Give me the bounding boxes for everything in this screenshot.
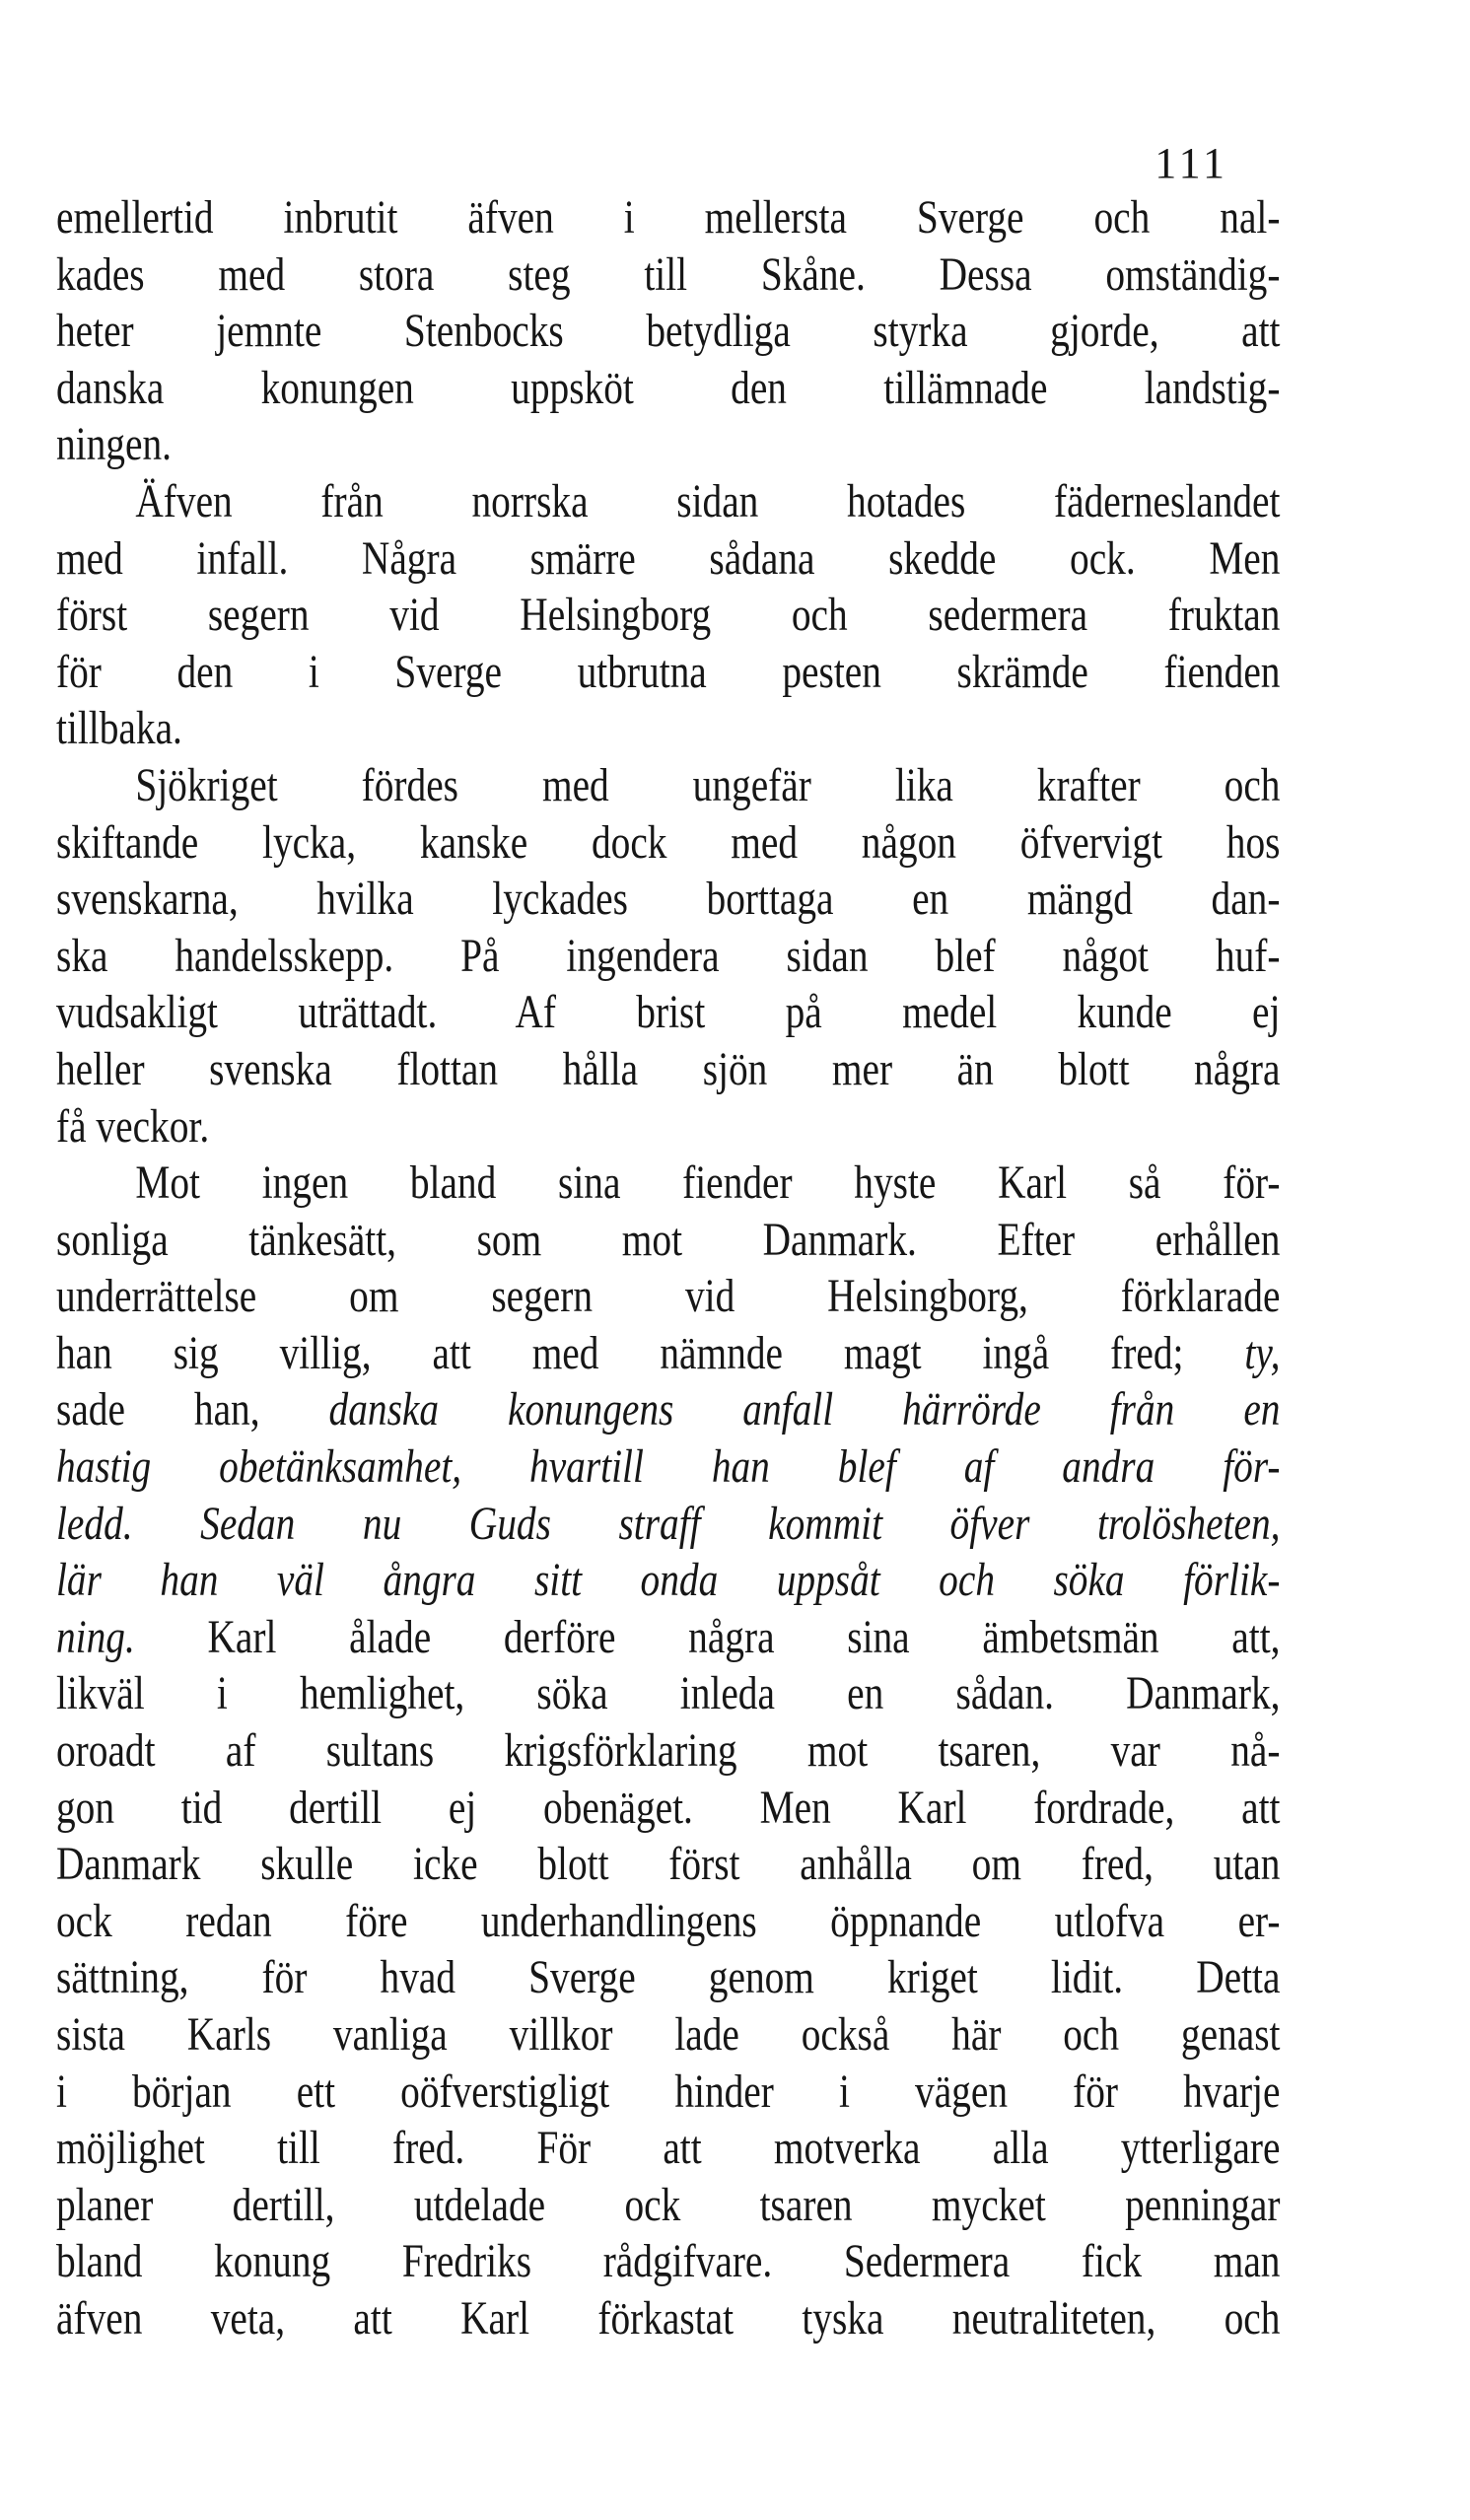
- text-segment: heter jemnte Stenbocks betydliga styrka gjorde, att: [56, 305, 1281, 358]
- text-line: [56, 1098, 1280, 1155]
- text-line: [56, 1268, 1280, 1325]
- text-segment: underrättelse om segern vid Helsingborg, förklarade: [56, 1270, 1281, 1323]
- text-line: [56, 2120, 1280, 2177]
- text-segment: ock redan före underhandlingens öppnande utlofva er-: [56, 1894, 1281, 1947]
- italic-text: hastig obetänksamhet, hvartill han blef af andra för-: [56, 1440, 1281, 1494]
- text-line: [56, 1381, 1280, 1438]
- text-line: [56, 928, 1280, 985]
- text-segment: han sig villig, att med nämnde magt ingå fred;: [56, 1326, 1245, 1379]
- text-line: [56, 814, 1280, 872]
- page-number: 111: [1155, 139, 1228, 187]
- body-text: [56, 189, 1281, 2347]
- text-segment: Äfven från norrska sidan hotades fäderneslandet: [135, 474, 1281, 527]
- text-line: [56, 473, 1280, 530]
- text-segment: sista Karls vanliga villkor lade också här och genast: [56, 2008, 1281, 2061]
- text-line: [56, 1496, 1280, 1553]
- text-line: [56, 416, 1280, 473]
- text-segment: få veckor.: [56, 1099, 210, 1153]
- text-line: [56, 2064, 1280, 2121]
- text-segment: skiftande lycka, kanske dock med någon öfvervigt hos: [56, 815, 1281, 869]
- text-segment: svenskarna, hvilka lyckades borttaga en mängd dan-: [56, 873, 1281, 926]
- text-line: [56, 700, 1280, 757]
- text-segment: planer dertill, utdelade ock tsaren mycket penningar: [56, 2178, 1281, 2231]
- text-segment: i början ett oöfverstigligt hinder i vägen för hvarje: [56, 2065, 1281, 2118]
- text-line: [56, 984, 1280, 1041]
- text-line: [56, 2177, 1280, 2234]
- text-line: [56, 1438, 1280, 1496]
- text-line: [56, 1552, 1280, 1609]
- text-line: [56, 587, 1280, 644]
- text-line: [56, 530, 1280, 588]
- text-segment: med infall. Några smärre sådana skedde ock. Men: [56, 531, 1281, 585]
- text-line: [56, 1155, 1280, 1212]
- italic-text: ty,: [1244, 1326, 1281, 1379]
- text-line: [56, 1949, 1280, 2006]
- italic-text: ning.: [56, 1610, 135, 1663]
- text-line: [56, 644, 1280, 701]
- text-segment: bland konung Fredriks rådgifvare. Sedermera fick man: [56, 2235, 1281, 2288]
- text-line: [56, 1836, 1280, 1893]
- text-line: [56, 1780, 1280, 1837]
- text-segment: först segern vid Helsingborg och sedermera fruktan: [56, 589, 1281, 642]
- text-line: [56, 2233, 1280, 2290]
- text-line: [56, 303, 1280, 360]
- text-segment: tillbaka.: [56, 702, 182, 755]
- text-segment: ningen.: [56, 418, 172, 471]
- text-line: [56, 360, 1280, 417]
- text-line: [56, 2006, 1280, 2064]
- text-line: [56, 1665, 1280, 1722]
- text-segment: Sjökriget fördes med ungefär lika krafter och: [135, 758, 1281, 811]
- text-segment: danska konungen uppsköt den tillämnade landstig-: [56, 361, 1281, 414]
- text-line: [56, 246, 1280, 304]
- text-segment: ska handelsskepp. På ingendera sidan blef något huf-: [56, 929, 1281, 982]
- italic-text: lär han väl ångra sitt onda uppsåt och söka förlik-: [56, 1554, 1281, 1607]
- text-segment: äfven veta, att Karl förkastat tyska neutraliteten, och: [56, 2291, 1281, 2345]
- text-line: [56, 1325, 1280, 1382]
- text-line: [56, 1893, 1280, 1950]
- text-segment: vudsakligt uträttadt. Af brist på medel kunde ej: [56, 986, 1281, 1039]
- italic-text: danska konungens anfall härrörde från en: [328, 1383, 1281, 1436]
- text-line: [56, 189, 1280, 246]
- text-line: [56, 1722, 1280, 1780]
- text-line: [56, 1212, 1280, 1269]
- text-segment: för den i Sverge utbrutna pesten skrämde fienden: [56, 645, 1281, 698]
- text-line: [56, 1041, 1280, 1098]
- text-line: [56, 2290, 1280, 2347]
- text-segment: likväl i hemlighet, söka inleda en sådan. Danmark,: [56, 1667, 1281, 1720]
- text-segment: möjlighet till fred. För att motverka alla ytterligare: [56, 2122, 1281, 2175]
- text-segment: Mot ingen bland sina fiender hyste Karl så för-: [135, 1156, 1281, 1210]
- text-segment: Danmark skulle icke blott först anhålla om fred, utan: [56, 1838, 1281, 1891]
- text-segment: heller svenska flottan hålla sjön mer än blott några: [56, 1042, 1281, 1095]
- text-line: [56, 757, 1280, 814]
- text-segment: sättning, för hvad Sverge genom kriget lidit. Detta: [56, 1951, 1281, 2004]
- italic-text: ledd. Sedan nu Guds straff kommit öfver trolösheten,: [56, 1497, 1281, 1550]
- text-line: [56, 871, 1280, 928]
- text-segment: kades med stora steg till Skåne. Dessa omständig-: [56, 247, 1281, 301]
- text-segment: emellertid inbrutit äfven i mellersta Sverge och nal-: [56, 191, 1281, 244]
- text-segment: sade han,: [56, 1383, 329, 1436]
- text-segment: Karl ålade derföre några sina ämbetsmän att,: [134, 1610, 1281, 1663]
- text-segment: oroadt af sultans krigsförklaring mot tsaren, var nå-: [56, 1724, 1281, 1778]
- text-segment: sonliga tänkesätt, som mot Danmark. Efter erhållen: [56, 1213, 1281, 1266]
- text-segment: gon tid dertill ej obenäget. Men Karl fordrade, att: [56, 1781, 1281, 1834]
- text-line: [56, 1609, 1280, 1666]
